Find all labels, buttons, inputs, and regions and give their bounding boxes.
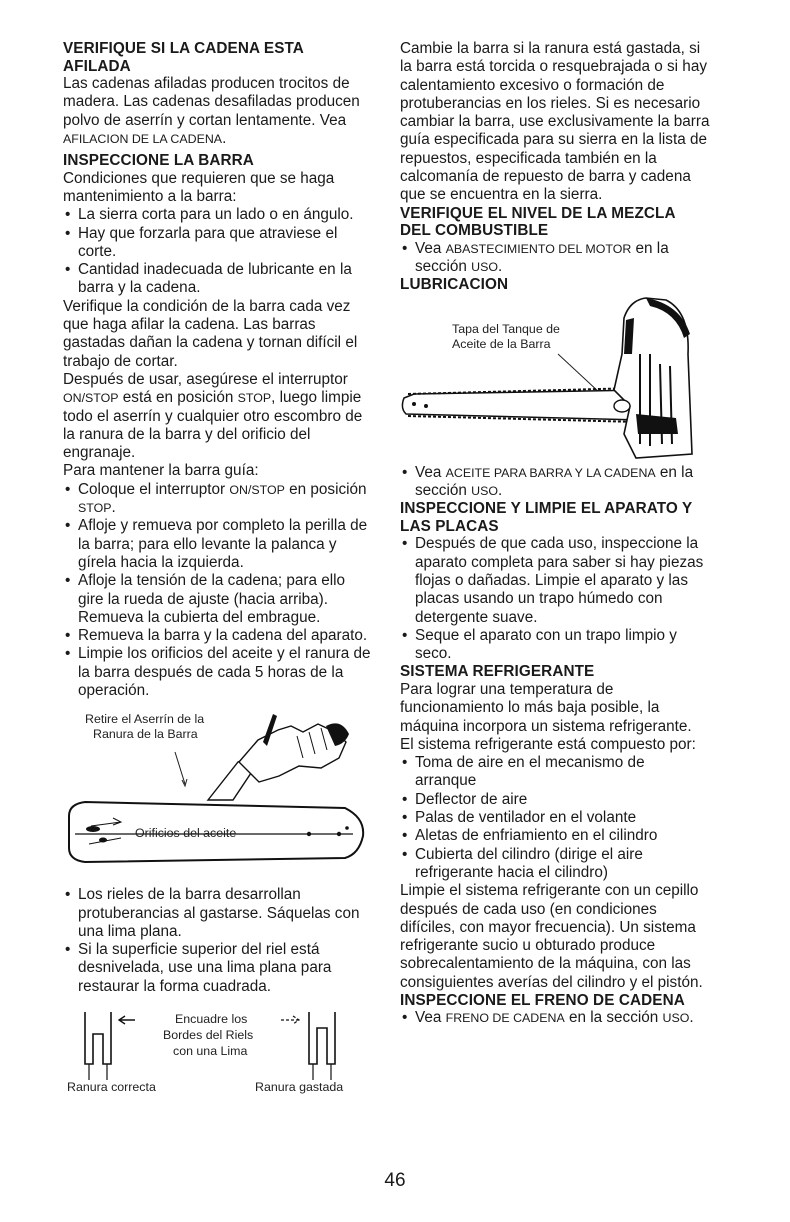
oil-cap-label-line2: Aceite de la Barra (452, 336, 551, 351)
right-column (400, 40, 710, 1028)
list-item: • Los rieles de la barra desarrollan protuberancias al gastarse. Sáquelas con una lima plana. (63, 886, 373, 941)
cooling-cleaning-text: Limpie el sistema refrigerante con un cepillo después de cada uso (en condiciones difíciles, con mayor frecuencia). Un sistema refrigerante sucio u obturado produce sobrecalentamiento de la máquina, con las consiguientes averías del cilindro y el pistón. (400, 882, 703, 991)
chainsaw-illustration (400, 294, 710, 464)
clean-heading: INSPECCIONE Y LIMPIE EL APARATO Y LAS PLACAS (400, 500, 693, 535)
brake-list (400, 1009, 710, 1027)
bar-conditions-list (63, 206, 373, 297)
bar-after-use-text: Después de usar, asegúrese el interruptor ON/STOP está en posición STOP, luego limpie todo el aserrín y cualquier otro escombro de la ranura de la barra y del orificio del engranaje. (63, 370, 363, 462)
rail-label-line1: Encuadre los (175, 1012, 248, 1027)
rail-groove-figure (63, 1004, 373, 1098)
list-item: • Coloque el interruptor ON/STOP en posición STOP. (63, 481, 373, 518)
bar-rails-list (63, 886, 373, 996)
oil-cap-label-line1: Tapa del Tanque de (452, 321, 560, 336)
rail-label-line3: con una Lima (173, 1044, 248, 1059)
rail-label-line2: Bordes del Riels (163, 1028, 254, 1043)
figure-label-line1: Retire el Aserrín de la (85, 712, 205, 727)
list-item: • Remueva la barra y la cadena del aparato. (63, 627, 373, 645)
list-item: • Vea ABASTECIMIENTO DEL MOTOR en la sección USO. (400, 240, 710, 277)
fuel-list (400, 240, 710, 277)
sharpen-text: Las cadenas afiladas producen trocitos de madera. Las cadenas desafiladas producen polvo de aserrín y cortan lentamente. Vea AFILACION DE LA CADENA. (63, 75, 360, 147)
lube-heading: LUBRICACION (400, 276, 509, 294)
replace-bar-text: Cambie la barra si la ranura está gastada, si la barra está torcida o resquebrajada o si hay calentamiento excesivo o formación de protuberancias en los rieles. Si es necesario cambiar la barra, use exclusivamente la barra guía especificada para su sierra en la lista de repuestos, especificada también en la calcomanía de repuesto de barra y cadena que se encuentra en la sierra. (400, 40, 710, 204)
cooling-heading: SISTEMA REFRIGERANTE (400, 663, 595, 681)
fuel-heading: VERIFIQUE EL NIVEL DE LA MEZCLA DEL COMBUSTIBLE (400, 204, 676, 240)
worn-groove-label: Ranura gastada (255, 1080, 344, 1095)
list-item: • Palas de ventilador en el volante (400, 809, 710, 827)
bar-steps-list (63, 481, 373, 701)
correct-groove-label: Ranura correcta (67, 1080, 156, 1095)
cooling-intro: Para lograr una temperatura de funcionamiento lo más baja posible, la máquina incorpora un sistema refrigerante. (400, 680, 692, 735)
list-item: • Afloje y remueva por completo la perilla de la barra; para ello levante la palanca y gírela hacia la izquierda. (63, 517, 373, 572)
list-item: • Cubierta del cilindro (dirige el aire refrigerante hacia el cilindro) (400, 846, 710, 883)
left-column (63, 40, 373, 1098)
list-item: • Vea FRENO DE CADENA en la sección USO. (400, 1009, 710, 1027)
lube-list (400, 464, 710, 501)
list-item: • Aletas de enfriamiento en el cilindro (400, 827, 710, 845)
list-item: • Después de que cada uso, inspeccione la aparato completa para saber si hay piezas flojas o dañadas. Limpie el aparato y las placas usando un trapo húmedo con detergente suave. (400, 535, 710, 626)
cooling-list (400, 754, 710, 882)
list-item: • Afloje la tensión de la cadena; para ello gire la rueda de ajuste (hacia arriba). Remueva la cubierta del embrague. (63, 572, 373, 627)
list-item: • Hay que forzarla para que atraviese el corte. (63, 225, 373, 262)
sharpen-heading: VERIFIQUE SI LA CADENA ESTA AFILADA (63, 40, 304, 75)
list-item: • Cantidad inadecuada de lubricante en la barra y la cadena. (63, 261, 373, 298)
clean-list (400, 535, 710, 663)
list-item: • Si la superficie superior del riel está desnivelada, use una lima plana para restaurar la forma cuadrada. (63, 941, 373, 996)
figure-label-line2: Ranura de la Barra (93, 727, 198, 742)
cooling-composed: El sistema refrigerante está compuesto por: (400, 735, 696, 753)
bar-intro: Condiciones que requieren que se haga mantenimiento a la barra: (63, 169, 335, 205)
oil-cap-figure (400, 294, 710, 464)
bar-maintain-intro: Para mantener la barra guía: (63, 462, 259, 480)
oil-holes-label: Orificios del aceite (135, 826, 237, 841)
list-item: • Vea ACEITE PARA BARRA Y LA CADENA en la sección USO. (400, 464, 710, 501)
list-item: • Limpie los orificios del aceite y el ranura de la barra después de cada 5 horas de la operación. (63, 645, 373, 700)
list-item: • Deflector de aire (400, 791, 710, 809)
bar-heading: INSPECCIONE LA BARRA (63, 152, 254, 170)
list-item: • Seque el aparato con un trapo limpio y seco. (400, 627, 710, 664)
bar-cleaning-figure (63, 710, 373, 878)
brake-heading: INSPECCIONE EL FRENO DE CADENA (400, 991, 685, 1009)
bar-check-text: Verifique la condición de la barra cada vez que haga afilar la cadena. Las barras gastadas dañan la cadena y tornan difícil el trabajo de cortar. (63, 297, 358, 370)
list-item: • Toma de aire en el mecanismo de arranque (400, 754, 710, 791)
page-number: 46 (384, 1170, 406, 1191)
list-item: • La sierra corta para un lado o en ángulo. (63, 206, 373, 224)
